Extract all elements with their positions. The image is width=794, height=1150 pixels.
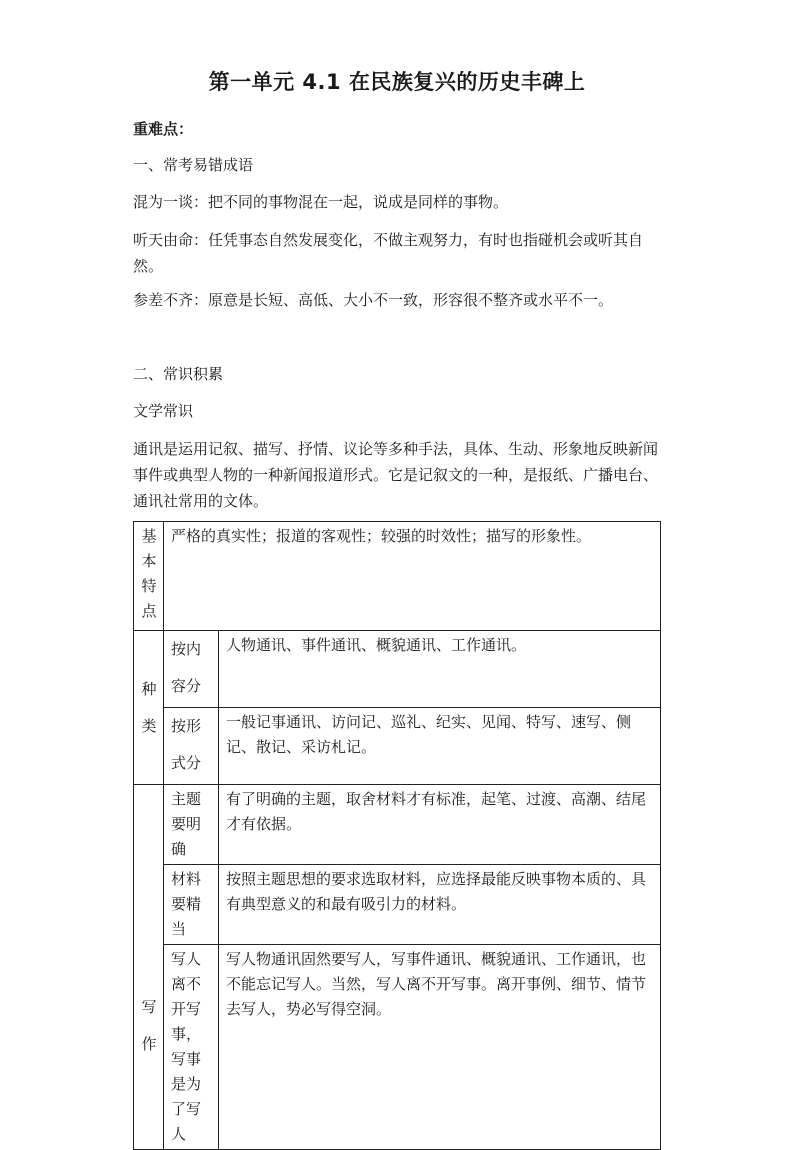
- table-row-writing-people: [134, 945, 661, 1150]
- page-title: 第一单元 4.1 在民族复兴的历史丰碑上: [208, 70, 586, 94]
- type-by-form-label: 按形式分: [164, 708, 219, 785]
- communication-intro: 通讯是运用记叙、描写、抒情、议论等多种手法，具体、生动、形象地反映新闻事件或典型人物的一种新闻报道形式。它是记叙文的一种，是报纸、广播电台、通讯社常用的文体。: [133, 440, 659, 510]
- table-row-writing-material: [134, 865, 661, 945]
- writing-material-label: 材料要精当: [164, 865, 219, 945]
- table-row-type-form: [134, 708, 661, 785]
- writing-theme-label: 主题要明确: [164, 785, 219, 865]
- section2-heading: 二、常识积累: [133, 365, 224, 383]
- key-points-label: 重难点：: [133, 120, 194, 138]
- idiom-2: 听天由命：任凭事态自然发展变化，不做主观努力，有时也指碰机会或听其自然。: [133, 231, 644, 275]
- section2-subheading: 文学常识: [133, 402, 194, 420]
- type-by-content-label: 按内容分: [164, 631, 219, 708]
- type-by-form-value: 一般记事通讯、访问记、巡礼、纪实、见闻、特写、速写、侧记、散记、采访札记。: [219, 708, 661, 785]
- writing-theme-value: 有了明确的主题，取舍材料才有标准，起笔、过渡、高潮、结尾才有依据。: [219, 785, 661, 865]
- table-row-basic: [134, 522, 661, 631]
- writing-label: 写 作: [134, 785, 164, 1150]
- basic-features-label: 基 本 特 点: [134, 522, 164, 631]
- writing-material-value: 按照主题思想的要求选取材料，应选择最能反映事物本质的、具有典型意义的和最有吸引力的材料。: [219, 865, 661, 945]
- table-row-writing-theme: [134, 785, 661, 865]
- table-row-type-content: [134, 631, 661, 708]
- section1-heading: 一、常考易错成语: [133, 156, 254, 174]
- type-by-content-value: 人物通讯、事件通讯、概貌通讯、工作通讯。: [219, 631, 661, 708]
- idiom-1: 混为一谈：把不同的事物混在一起，说成是同样的事物。: [133, 193, 509, 211]
- writing-people-value: 写人物通讯固然要写人，写事件通讯、概貌通讯、工作通讯，也不能忘记写人。当然，写人离不开写事。离开事例、细节、情节去写人，势必写得空洞。: [219, 945, 661, 1150]
- basic-features-content: 严格的真实性；报道的客观性；较强的时效性；描写的形象性。: [164, 522, 661, 631]
- communication-table: [133, 521, 661, 1150]
- writing-people-label: 写人离不开写事，写事是为了写人: [164, 945, 219, 1150]
- idiom-3: 参差不齐：原意是长短、高低、大小不一致，形容很不整齐或水平不一。: [133, 291, 614, 309]
- types-label: 种 类: [134, 631, 164, 785]
